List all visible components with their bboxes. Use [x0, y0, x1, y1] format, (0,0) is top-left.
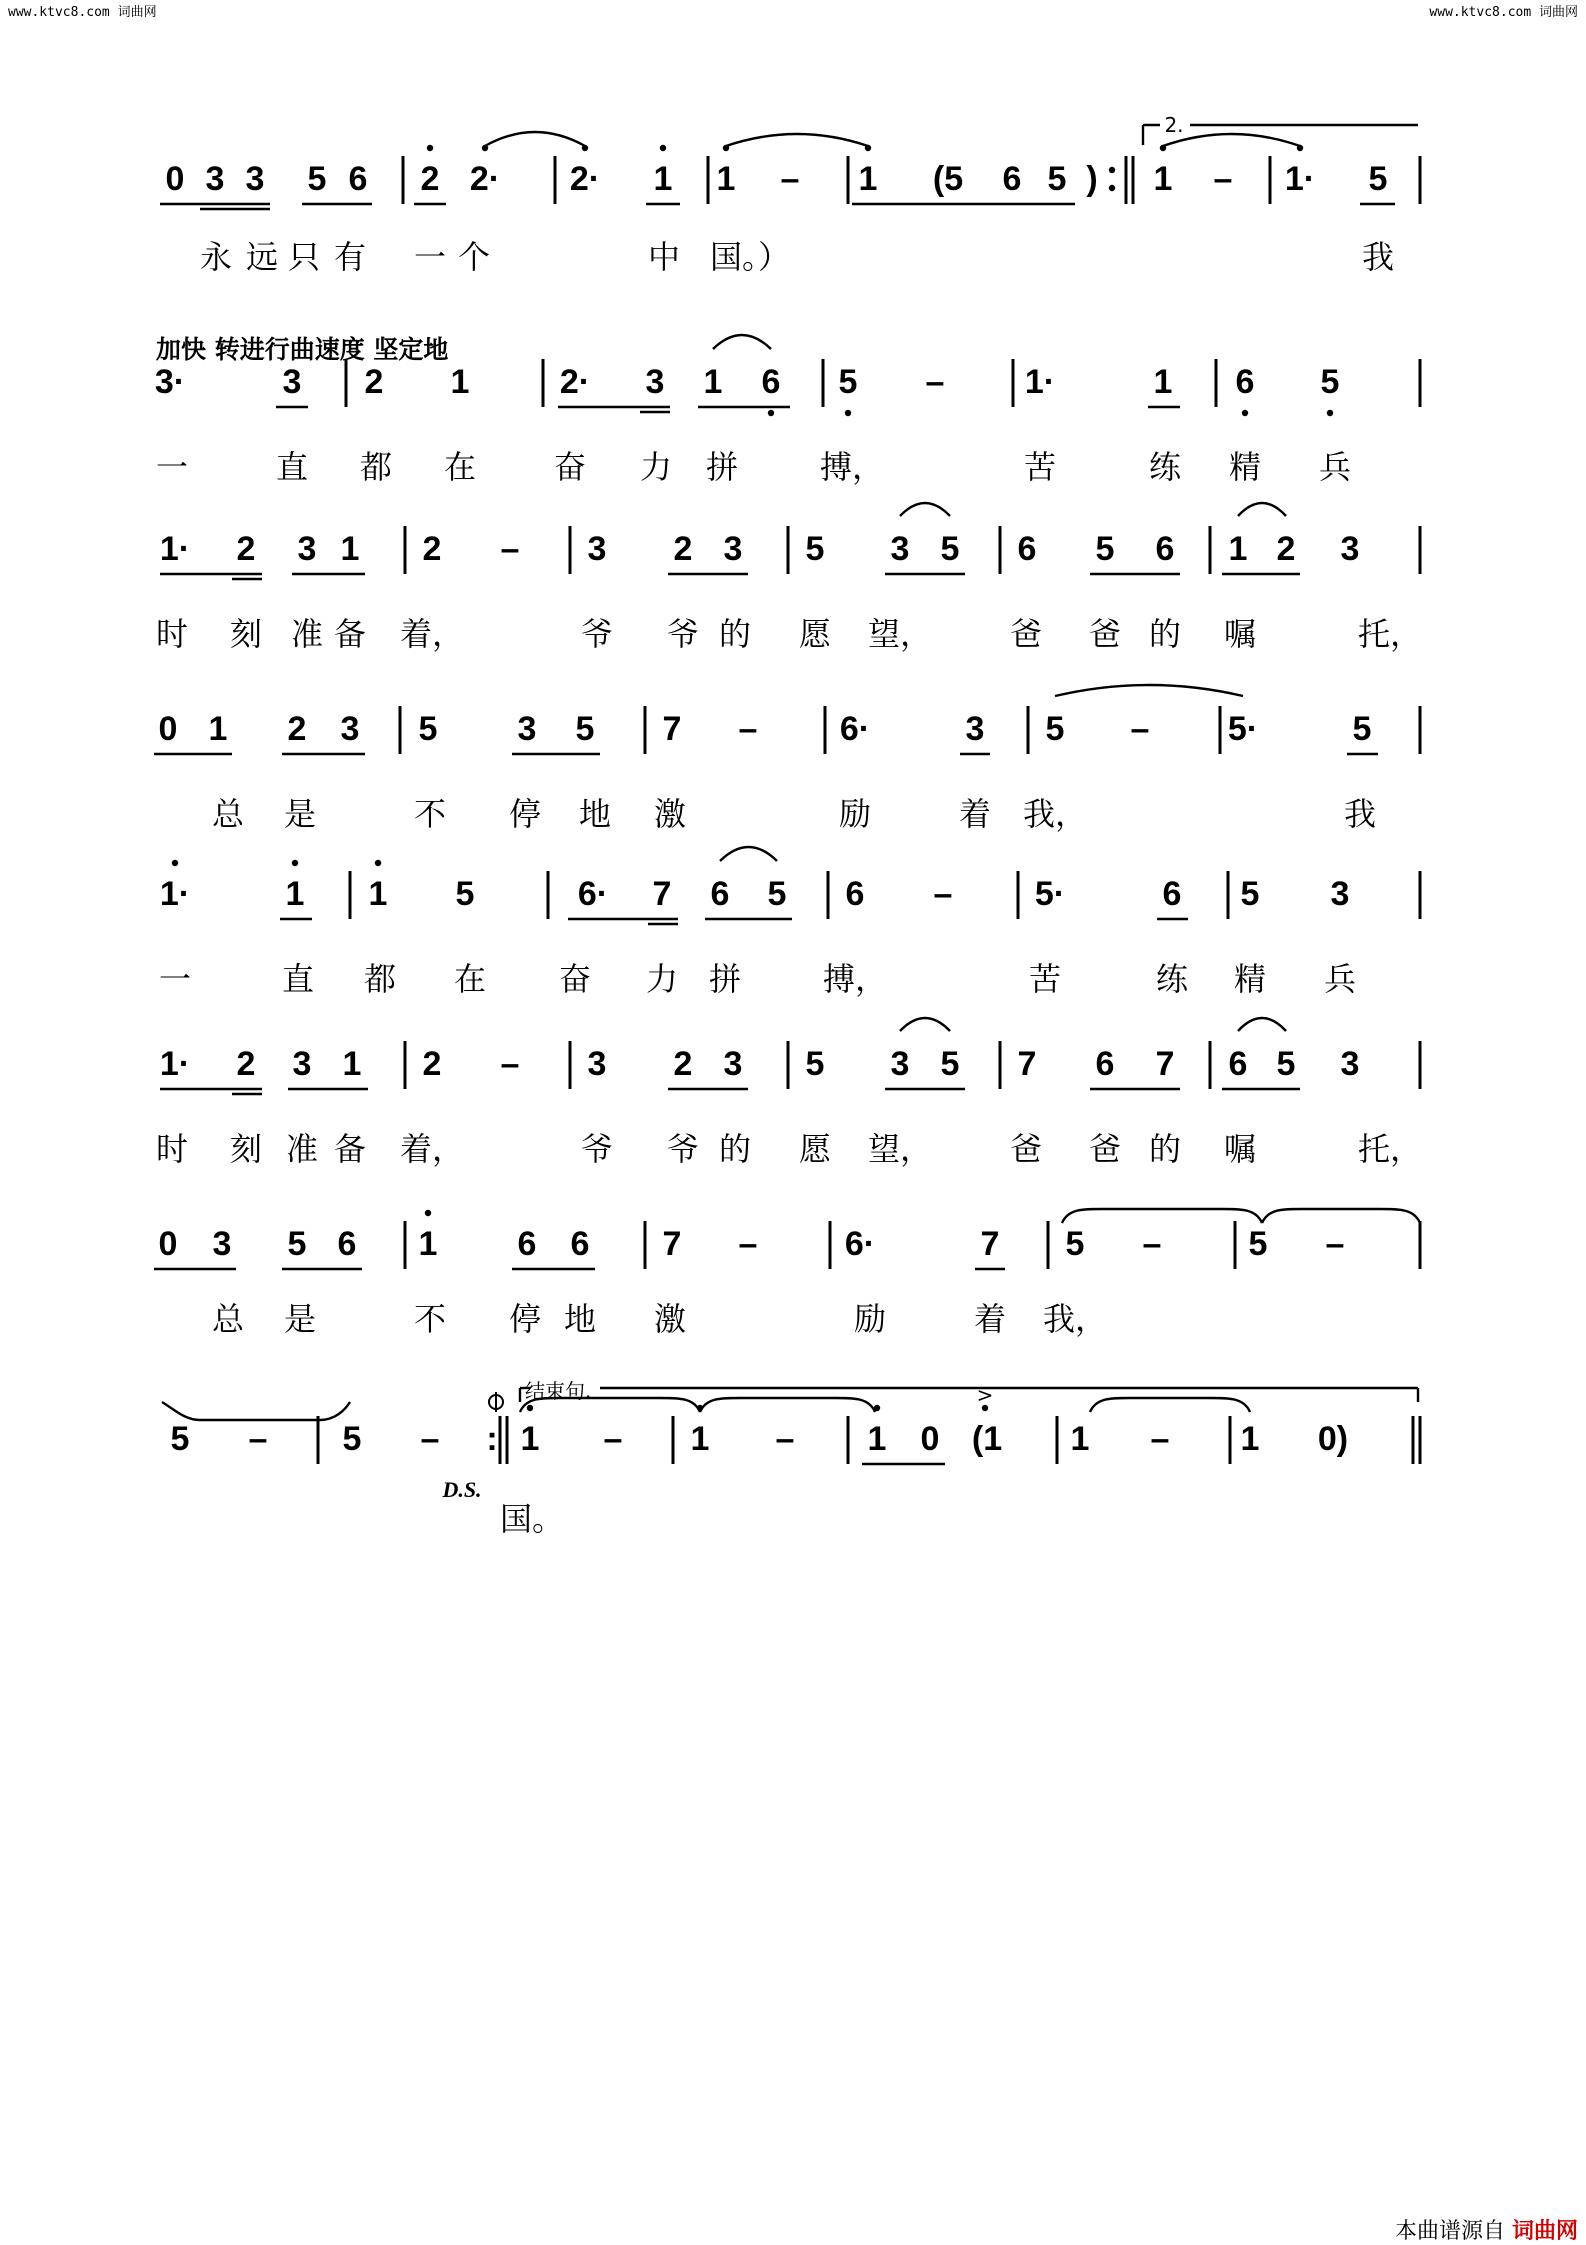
note: (5: [932, 160, 964, 198]
note: 1: [1153, 160, 1173, 198]
lyric: 托，: [1357, 615, 1423, 653]
lyric: 停: [508, 795, 542, 833]
lyric: 国。）: [709, 238, 791, 276]
note: 1: [867, 1420, 887, 1458]
note: 6: [710, 875, 730, 913]
lyric: 力: [645, 960, 679, 998]
slur: [1238, 1018, 1286, 1031]
note: 2: [287, 710, 307, 748]
lyric: 在: [453, 960, 487, 998]
note: 1: [716, 160, 736, 198]
note: –: [925, 363, 945, 401]
note: 6: [845, 875, 865, 913]
note: –: [500, 1045, 520, 1083]
slur: [1055, 685, 1243, 696]
lyric: 愿: [798, 615, 832, 653]
note: 3: [297, 530, 317, 568]
slur: [900, 503, 950, 516]
note: 5: [1276, 1045, 1296, 1083]
tie: [1262, 1209, 1420, 1223]
note: 2: [422, 1045, 442, 1083]
tie: [1062, 1209, 1262, 1223]
note: –: [738, 710, 758, 748]
lyric: 爸: [1009, 615, 1043, 653]
note: 7: [662, 1225, 682, 1263]
footer-site: 词曲网: [1511, 2219, 1578, 2244]
note: 1: [368, 875, 388, 913]
note: 6: [1228, 1045, 1248, 1083]
octave-dot: [1242, 410, 1248, 416]
lyric: 一: [158, 960, 192, 998]
note: 1: [1240, 1420, 1260, 1458]
lyric: 兵: [1323, 960, 1357, 998]
lyric: 都: [363, 960, 397, 998]
octave-dot: [660, 145, 666, 151]
note: –: [603, 1420, 623, 1458]
lyric: 直: [275, 448, 309, 486]
note: 2: [420, 160, 440, 198]
lyric: 爷: [580, 1130, 614, 1168]
note: 2: [236, 530, 256, 568]
slur: [485, 132, 585, 146]
lyric: 望，: [867, 1130, 933, 1168]
note: 0: [920, 1420, 940, 1458]
lyric: 不: [413, 1300, 447, 1338]
note: 2: [236, 1045, 256, 1083]
note: (1: [971, 1420, 1003, 1458]
note: 2·: [559, 363, 591, 401]
lyric: 是: [283, 795, 317, 833]
note: –: [1150, 1420, 1170, 1458]
note: 5: [170, 1420, 190, 1458]
note: 6: [1162, 875, 1182, 913]
note: 5: [940, 1045, 960, 1083]
note: 5: [1352, 710, 1372, 748]
lyric: 都: [359, 448, 393, 486]
note: 5: [805, 1045, 825, 1083]
slur: [1163, 134, 1300, 146]
lyric: 刻: [229, 1130, 263, 1168]
lyric: 愿: [798, 1130, 832, 1168]
lyric: 望，: [867, 615, 933, 653]
repeat-dot: [1109, 167, 1115, 173]
note: 2·: [569, 160, 601, 198]
lyric: 激: [653, 1300, 687, 1338]
slur: [713, 335, 771, 349]
note: 2·: [469, 160, 501, 198]
note: 5: [1047, 160, 1067, 198]
slur: [1238, 503, 1286, 516]
footer-prefix: 本曲谱源自: [1394, 2219, 1505, 2244]
octave-dot: [292, 860, 298, 866]
note: 3: [205, 160, 225, 198]
lyric: 爷: [580, 615, 614, 653]
note: 3·: [154, 363, 186, 401]
note: 1: [340, 530, 360, 568]
lyric: 我，: [1022, 795, 1088, 833]
note: 1: [1153, 363, 1173, 401]
note: –: [1130, 710, 1150, 748]
lyric: 一: [413, 238, 447, 276]
lyric: 准: [290, 615, 324, 653]
note: 3: [245, 160, 265, 198]
note: –: [500, 530, 520, 568]
note: 1·: [1284, 160, 1316, 198]
lyric: 精: [1228, 448, 1262, 486]
note: 3: [292, 1045, 312, 1083]
lyric: 我: [1343, 795, 1377, 833]
note: 1: [520, 1420, 540, 1458]
note: 5: [342, 1420, 362, 1458]
octave-dot: [527, 1405, 533, 1411]
lyric: 精: [1233, 960, 1267, 998]
note: 6: [1017, 530, 1037, 568]
note: 6: [337, 1225, 357, 1263]
lyric: 总: [211, 795, 245, 833]
note: 2: [422, 530, 442, 568]
note: 5: [455, 875, 475, 913]
lyric: 准: [285, 1130, 319, 1168]
coda-label: 结束句.: [525, 1379, 592, 1403]
note: 1: [208, 710, 228, 748]
note: 5: [1065, 1225, 1085, 1263]
note: 6: [570, 1225, 590, 1263]
lyric: 地: [578, 795, 612, 833]
note: 5: [838, 363, 858, 401]
lyric: 拼: [705, 448, 739, 486]
note: 5: [1095, 530, 1115, 568]
octave-dot: [425, 1210, 431, 1216]
lyric: 爷: [666, 1130, 700, 1168]
volta-label: 2.: [1164, 113, 1184, 137]
note: 3: [723, 1045, 743, 1083]
octave-dot: [845, 410, 851, 416]
lyric: 着，: [399, 1130, 465, 1168]
slur: [726, 134, 868, 146]
note: ): [1086, 160, 1098, 198]
note: –: [248, 1420, 268, 1458]
note: 3: [645, 363, 665, 401]
tie: [162, 1402, 350, 1420]
note: –: [933, 875, 953, 913]
lyric: 远: [245, 238, 279, 276]
note: 5: [1248, 1225, 1268, 1263]
lyric: 爸: [1088, 615, 1122, 653]
header-right: www.ktvc8.com 词曲网: [1429, 5, 1578, 20]
note: 2: [673, 1045, 693, 1083]
note: 1: [690, 1420, 710, 1458]
note: 6: [517, 1225, 537, 1263]
lyric: 刻: [229, 615, 263, 653]
note: 1: [1070, 1420, 1090, 1458]
lyric: 在: [443, 448, 477, 486]
note: 0: [165, 160, 185, 198]
note: 1·: [159, 530, 191, 568]
note: 3: [587, 530, 607, 568]
note: 6: [1002, 160, 1022, 198]
lyric: 直: [281, 960, 315, 998]
note: 6: [348, 160, 368, 198]
lyric: 的: [1148, 615, 1182, 653]
note: 1: [285, 875, 305, 913]
lyric: 的: [718, 615, 752, 653]
lyric: 嘱: [1223, 615, 1257, 653]
lyric: 练: [1148, 448, 1182, 486]
note: 5: [307, 160, 327, 198]
octave-dot: [375, 860, 381, 866]
tempo-marking: 加快 转进行曲速度 坚定地: [156, 335, 449, 364]
lyric: 的: [718, 1130, 752, 1168]
lyric: 是: [283, 1300, 317, 1338]
note: 0: [158, 1225, 178, 1263]
note: 1: [653, 160, 673, 198]
note: –: [420, 1420, 440, 1458]
note: 0): [1317, 1420, 1349, 1458]
note: 5: [1240, 875, 1260, 913]
note: 5: [767, 875, 787, 913]
note: 3: [517, 710, 537, 748]
lyric: 拼: [708, 960, 742, 998]
note: 3: [587, 1045, 607, 1083]
lyric: 有: [333, 238, 367, 276]
note: 6: [1235, 363, 1255, 401]
note: 1: [418, 1225, 438, 1263]
note: 3: [1340, 530, 1360, 568]
note: 5: [1368, 160, 1388, 198]
lyric: 力: [639, 448, 673, 486]
note: 5: [287, 1225, 307, 1263]
note: –: [738, 1225, 758, 1263]
note: 6: [1095, 1045, 1115, 1083]
lyric: 练: [1155, 960, 1189, 998]
lyric: 一: [155, 448, 189, 486]
note: 5: [418, 710, 438, 748]
lyric: 奋: [553, 448, 587, 486]
lyric: 托，: [1357, 1130, 1423, 1168]
note: 5: [1045, 710, 1065, 748]
note: 1: [858, 160, 878, 198]
lyric: 兵: [1318, 448, 1352, 486]
note: 6·: [577, 875, 609, 913]
note: 3: [282, 363, 302, 401]
lyric: 激: [653, 795, 687, 833]
lyric: 励: [838, 795, 872, 833]
note: 2: [673, 530, 693, 568]
lyric: 不: [413, 795, 447, 833]
lyric: 中: [647, 238, 681, 276]
note: 1: [342, 1045, 362, 1083]
lyric: 着: [973, 1300, 1007, 1338]
note: 2: [364, 363, 384, 401]
lyric: 个: [457, 238, 491, 276]
note: 6·: [839, 710, 871, 748]
lyric: 时: [155, 615, 189, 653]
lyric: 时: [155, 1130, 189, 1168]
header-left: www.ktvc8.com 词曲网: [8, 5, 157, 20]
note: 0: [158, 710, 178, 748]
note: 1·: [159, 1045, 191, 1083]
note: 7: [1017, 1045, 1037, 1083]
tie: [700, 1398, 875, 1412]
note: 7: [662, 710, 682, 748]
lyric: 的: [1148, 1130, 1182, 1168]
note: 3: [723, 530, 743, 568]
lyric: 爸: [1088, 1130, 1122, 1168]
lyric: 搏，: [822, 960, 888, 998]
lyric: 永: [199, 238, 233, 276]
octave-dot: [427, 145, 433, 151]
note: 1·: [1024, 363, 1056, 401]
note: –: [1142, 1225, 1162, 1263]
lyric: 停: [508, 1300, 542, 1338]
lyric: 搏，: [819, 448, 885, 486]
note: :: [486, 1420, 498, 1458]
lyric: 爸: [1009, 1130, 1043, 1168]
note: –: [1325, 1225, 1345, 1263]
lyric: 备: [333, 1130, 367, 1168]
lyric: 地: [563, 1300, 597, 1338]
note: 5: [575, 710, 595, 748]
note: 3: [890, 1045, 910, 1083]
note: 2: [1276, 530, 1296, 568]
lyric: 励: [853, 1300, 887, 1338]
lyric: 奋: [558, 960, 592, 998]
tie: [1090, 1398, 1250, 1412]
note: 1: [703, 363, 723, 401]
lyric: 总: [211, 1300, 245, 1338]
lyric: 只: [287, 238, 321, 276]
note: 7: [1155, 1045, 1175, 1083]
lyric: 着: [958, 795, 992, 833]
note: 5·: [1034, 875, 1066, 913]
lyric: 嘱: [1223, 1130, 1257, 1168]
lyric: 我，: [1042, 1300, 1108, 1338]
note: 3: [340, 710, 360, 748]
note: –: [775, 1420, 795, 1458]
note: 3: [890, 530, 910, 568]
ds-label: D.S.: [442, 1477, 482, 1502]
note: 7: [652, 875, 672, 913]
note: 5: [1320, 363, 1340, 401]
note: –: [780, 160, 800, 198]
note: 3: [212, 1225, 232, 1263]
octave-dot: [768, 410, 774, 416]
note: 1: [1228, 530, 1248, 568]
note: 5: [805, 530, 825, 568]
note: 5·: [1227, 710, 1259, 748]
note: 6: [761, 363, 781, 401]
accent-mark: >: [976, 1383, 994, 1407]
lyric: 苦: [1028, 960, 1062, 998]
lyric: 着，: [399, 615, 465, 653]
note: –: [1213, 160, 1233, 198]
note: 7: [980, 1225, 1000, 1263]
octave-dot: [172, 860, 178, 866]
note: 5: [940, 530, 960, 568]
note: 3: [1340, 1045, 1360, 1083]
note: 3: [1330, 875, 1350, 913]
note: 6: [1155, 530, 1175, 568]
repeat-dot: [1109, 185, 1115, 191]
slur: [720, 847, 777, 861]
note: 3: [965, 710, 985, 748]
lyric: 备: [333, 615, 367, 653]
lyric: 苦: [1023, 448, 1057, 486]
note: 1: [450, 363, 470, 401]
lyric: 我: [1361, 238, 1395, 276]
octave-dot: [1327, 410, 1333, 416]
lyric: 爷: [666, 615, 700, 653]
note: 6·: [844, 1225, 876, 1263]
slur: [900, 1018, 950, 1031]
lyric: 国。: [499, 1500, 565, 1538]
note: 1·: [159, 875, 191, 913]
